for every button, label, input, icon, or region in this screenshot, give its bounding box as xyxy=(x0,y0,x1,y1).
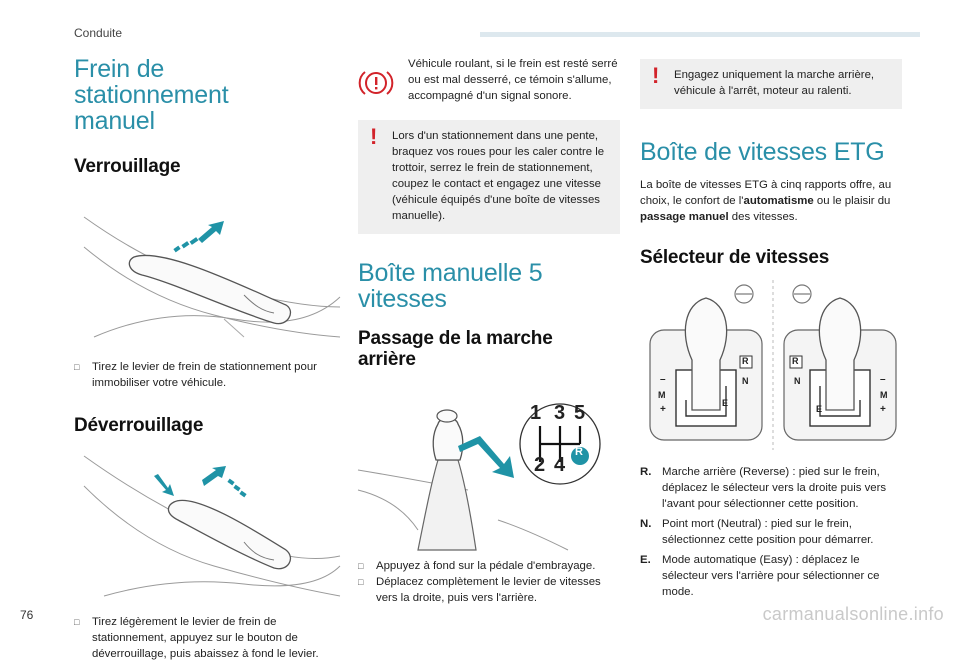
lock-heading: Verrouillage xyxy=(74,156,181,177)
gear-r-label: R xyxy=(575,446,583,458)
selector-minus-right: – xyxy=(880,374,886,385)
gear-lever-illustration xyxy=(358,380,620,550)
lock-illustration xyxy=(74,187,340,347)
reverse-step-2: □ Déplacez complètement le levier de vitesses vers la droite, puis vers l'arrière. xyxy=(358,576,601,604)
parking-brake-title: Frein de stationnement manuel xyxy=(74,55,229,135)
selector-r-right: R xyxy=(792,356,799,366)
selector-heading: Sélecteur de vitesses xyxy=(640,247,830,268)
reverse-alert-text: Engagez uniquement la marche arrière, véhicule à l'arrêt, moteur au ralenti. xyxy=(674,69,875,97)
bullet-marker: □ xyxy=(358,577,364,587)
mode-list xyxy=(640,464,906,600)
etg-title: Boîte de vitesses ETG xyxy=(640,138,885,166)
manual-gearbox-title: Boîte manuelle 5 vitesses xyxy=(358,259,543,313)
page-number: 76 xyxy=(20,608,34,622)
selector-e-right: E xyxy=(816,404,823,414)
slope-alert xyxy=(358,120,620,234)
watermark: carmanualsonline.info xyxy=(762,604,944,624)
selector-plus-left: + xyxy=(660,404,666,415)
bullet-marker: □ xyxy=(74,362,80,372)
reverse-step-1: □ Appuyez à fond sur la pédale d'embrayage. xyxy=(358,560,596,572)
lock-instruction: □ Tirez le levier de frein de stationnement pour immobiliser votre véhicule. xyxy=(74,361,317,389)
selector-e-left: E xyxy=(722,398,729,408)
unlock-heading: Déverrouillage xyxy=(74,415,204,436)
selector-m-right: M xyxy=(880,390,888,400)
selector-minus-left: – xyxy=(660,374,666,385)
unlock-instruction: □ Tirez légèrement le levier de frein de stationnement, appuyez sur le bouton de déverrouillage, puis abaissez à fond le levier. xyxy=(74,616,319,660)
mode-reverse: R. Marche arrière (Reverse) : pied sur le frein, déplacez le sélecteur vers la droite puis vers l'avant pour sélectionner cette position. xyxy=(640,466,887,510)
brake-warning-icon xyxy=(358,68,394,104)
header-bar xyxy=(480,32,920,37)
gear-4-label: 4 xyxy=(554,454,566,476)
unlock-illustration xyxy=(74,446,340,606)
reverse-heading: Passage de la marche arrière xyxy=(358,328,553,370)
section-label: Conduite xyxy=(74,26,123,40)
column-parking-brake xyxy=(74,56,340,662)
selector-illustration xyxy=(640,280,906,450)
gear-1-label: 1 xyxy=(530,402,542,424)
selector-n-right: N xyxy=(794,376,801,386)
alert-icon: ! xyxy=(652,63,660,88)
bullet-marker: □ xyxy=(74,617,80,627)
brake-warning-text: Véhicule roulant, si le frein est resté serré ou est mal desserré, ce témoin s'allume, accompagné d'un signal sonore. xyxy=(408,58,618,102)
mode-neutral: N. Point mort (Neutral) : pied sur le frein, sélectionnez cette position pour démarrer. xyxy=(640,518,874,546)
gear-3-label: 3 xyxy=(554,402,566,424)
gear-2-label: 2 xyxy=(534,454,546,476)
bullet-marker: □ xyxy=(358,561,364,571)
slope-alert-text: Lors d'un stationnement dans une pente, braquez vos roues pour les caler contre le trottoir, serrez le frein de stationnement, coupez le contact et engagez une vitesse (véhicule équipés d'une boîte de vitesses manuelle). xyxy=(392,130,605,222)
mode-easy: E. Mode automatique (Easy) : déplacez le sélecteur vers l'arrière pour sélectionner ce mode. xyxy=(640,554,880,598)
brake-warning xyxy=(358,56,620,104)
alert-icon: ! xyxy=(370,124,378,149)
reverse-alert xyxy=(640,59,902,109)
column-manual-gearbox xyxy=(358,56,620,606)
selector-m-left: M xyxy=(658,390,666,400)
selector-n-left: N xyxy=(742,376,749,386)
column-etg-gearbox xyxy=(640,56,906,604)
gear-5-label: 5 xyxy=(574,402,586,424)
selector-plus-right: + xyxy=(880,404,886,415)
selector-r-left: R xyxy=(742,356,749,366)
etg-intro: La boîte de vitesses ETG à cinq rapports offre, au choix, le confort de l'automatisme ou le plaisir du passage manuel des vitesses. xyxy=(640,179,892,223)
